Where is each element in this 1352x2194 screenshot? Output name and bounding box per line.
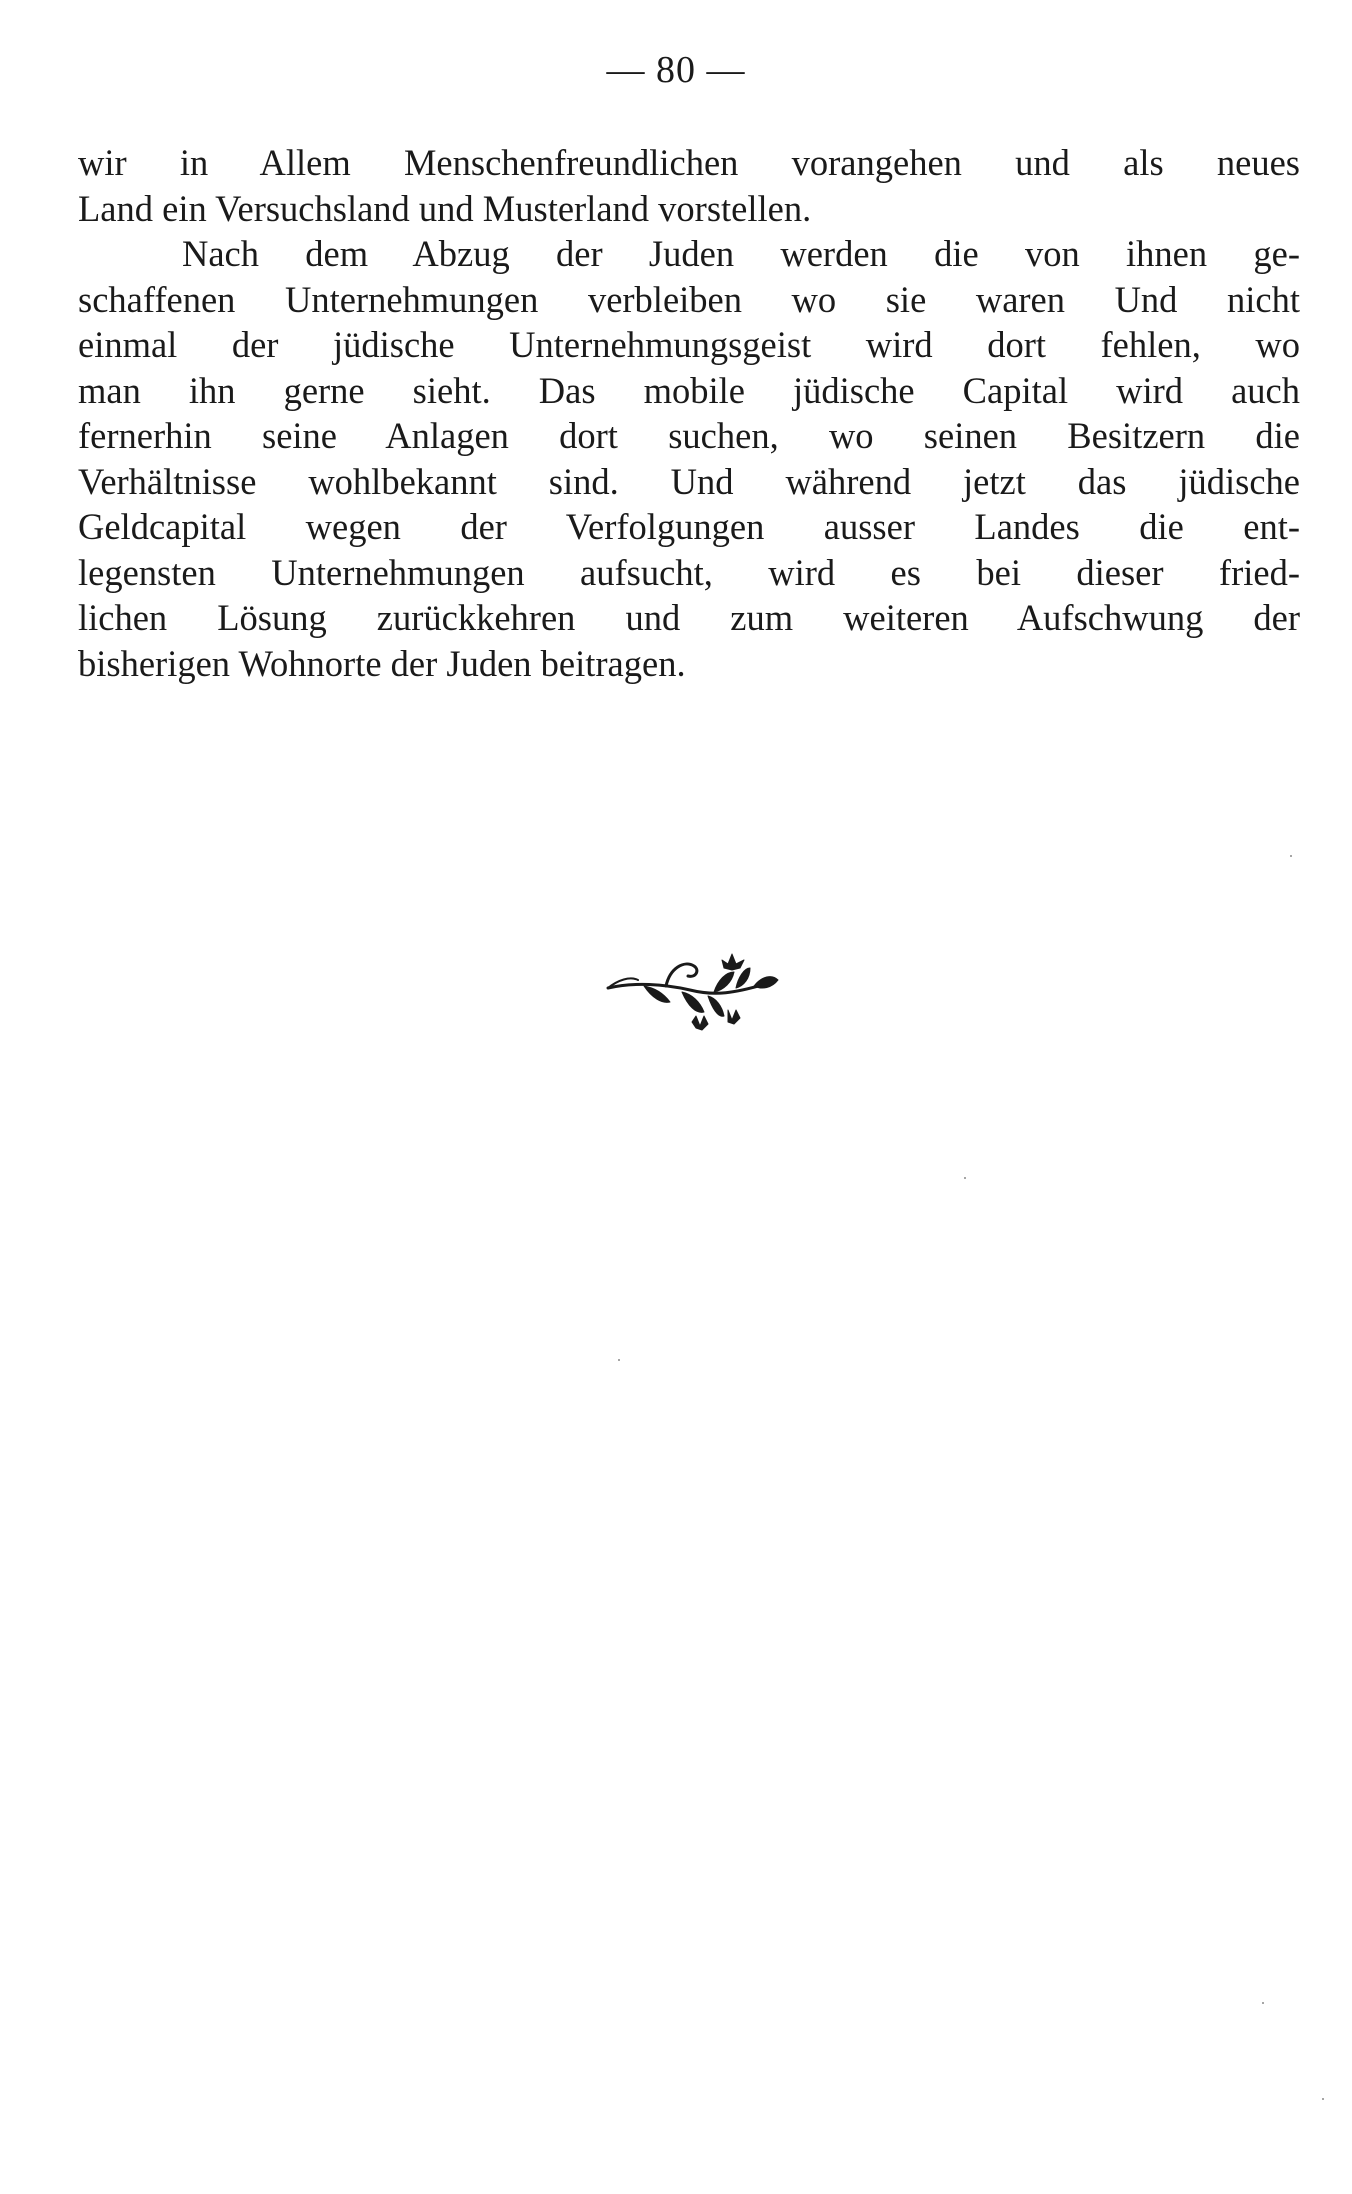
text-line: wir in Allem Menschenfreundlichen vorangehen und als neues xyxy=(78,142,1300,183)
paper-speck xyxy=(1290,855,1292,857)
page-number: — 80 — xyxy=(606,49,746,91)
text-line: Geldcapital wegen der Verfolgungen ausser Landes die ent- xyxy=(78,506,1300,547)
paper-speck xyxy=(964,1177,966,1179)
text-line: einmal der jüdische Unternehmungsgeist wird dort fehlen, wo xyxy=(78,324,1300,365)
text-line: Nach dem Abzug der Juden werden die von ihnen ge- xyxy=(182,233,1300,274)
paper-speck xyxy=(1322,2098,1324,2100)
text-line: schaffenen Unternehmungen verbleiben wo sie waren Und nicht xyxy=(78,278,1300,320)
text-line: man ihn gerne sieht. Das mobile jüdische Capital wird auch xyxy=(78,369,1300,411)
paper-speck xyxy=(618,1359,620,1361)
text-line: Verhältnisse wohlbekannt sind. Und während jetzt das jüdische xyxy=(78,460,1300,502)
paper-speck xyxy=(1262,2002,1264,2004)
body-text xyxy=(78,140,1300,686)
text-line: fernerhin seine Anlagen dort suchen, wo seinen Besitzern die xyxy=(78,415,1300,456)
text-line: bisherigen Wohnorte der Juden beitragen. xyxy=(78,642,686,684)
floral-sprig-icon xyxy=(604,950,780,1036)
text-line: legensten Unternehmungen aufsucht, wird es bei dieser fried- xyxy=(78,551,1300,593)
text-line: Land ein Versuchsland und Musterland vorstellen. xyxy=(78,187,812,229)
text-line: lichen Lösung zurückkehren und zum weiteren Aufschwung der xyxy=(78,597,1300,638)
